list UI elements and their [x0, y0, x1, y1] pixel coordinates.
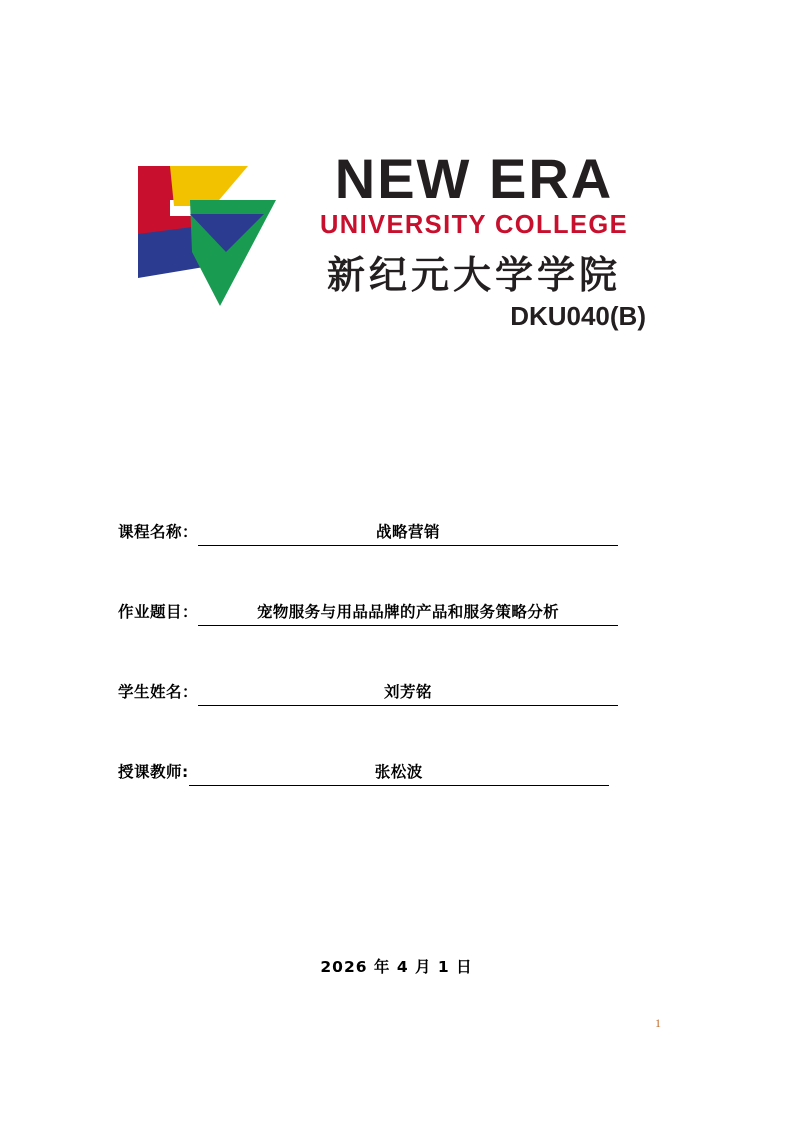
new-era-logo-mark-icon [130, 160, 290, 310]
field-value-assignment-title: 宠物服务与用品品牌的产品和服务策略分析 [198, 600, 618, 626]
logo-line-chinese: 新纪元大学学院 [326, 252, 621, 297]
field-label-instructor: 授课教师: [118, 763, 189, 781]
field-value-student-name: 刘芳铭 [198, 680, 618, 706]
field-row-course-name [0, 520, 793, 546]
logo-course-code: DKU040(B) [510, 300, 646, 331]
university-logo [130, 147, 650, 360]
logo-line-newera: NEW ERA [334, 147, 614, 210]
field-value-instructor: 张松波 [189, 760, 609, 786]
field-value-course-name: 战略营销 [198, 520, 618, 546]
page-number: 1 [655, 1016, 661, 1030]
logo-wordmark [298, 147, 650, 332]
field-label-assignment-title: 作业题目： [118, 603, 199, 621]
field-label-student-name: 学生姓名： [118, 683, 199, 701]
field-row-instructor [0, 760, 793, 786]
logo-line-university-college: UNIVERSITY COLLEGE [319, 210, 629, 239]
field-label-course-name: 课程名称： [118, 523, 199, 541]
cover-fields [0, 520, 793, 840]
field-row-student-name [0, 680, 793, 706]
submission-date: 2026 年 4 月 1 日 [320, 958, 473, 976]
field-row-assignment-title [0, 600, 793, 626]
